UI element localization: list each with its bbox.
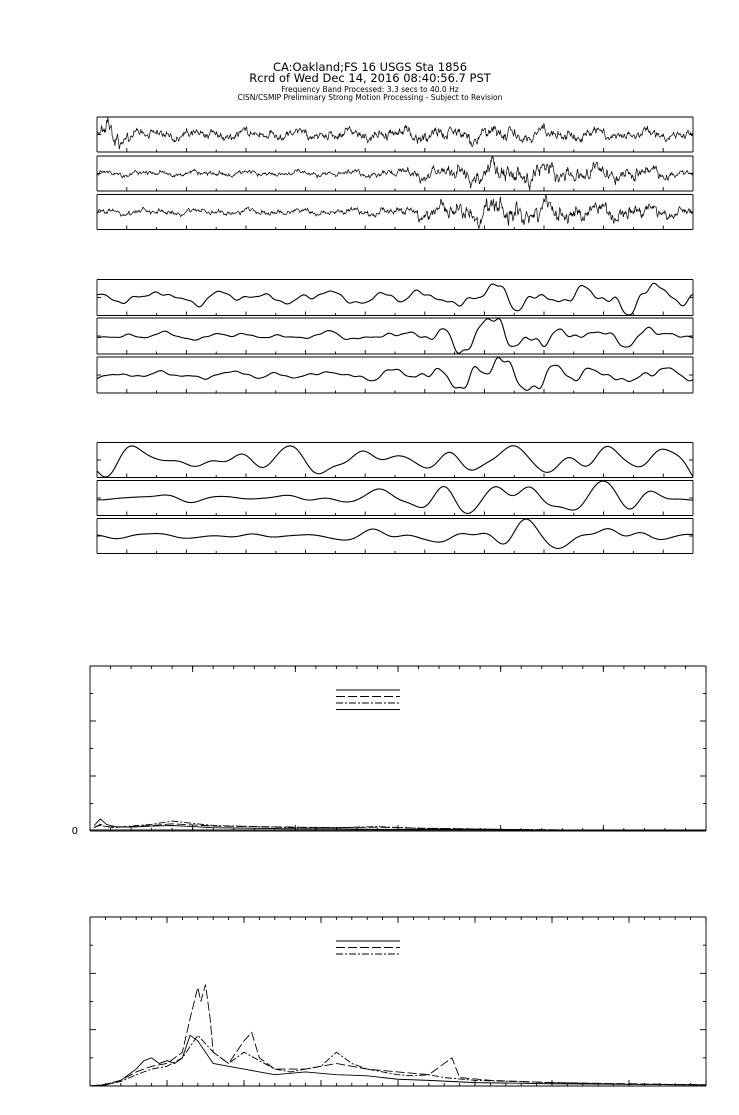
header-record-time: Rcrd of Wed Dec 14, 2016 08:40:56.7 PST — [249, 71, 491, 85]
header-band: Frequency Band Processed: 3.3 secs to 40.0 Hz — [281, 85, 459, 94]
header-station: CA:Oakland;FS 16 USGS Sta 1856 — [272, 60, 468, 74]
report-header — [238, 60, 503, 102]
header-disclaimer: CISN/CSMIP Preliminary Strong Motion Processing - Subject to Revision — [237, 93, 503, 102]
y-origin-label: 0 — [71, 826, 78, 837]
